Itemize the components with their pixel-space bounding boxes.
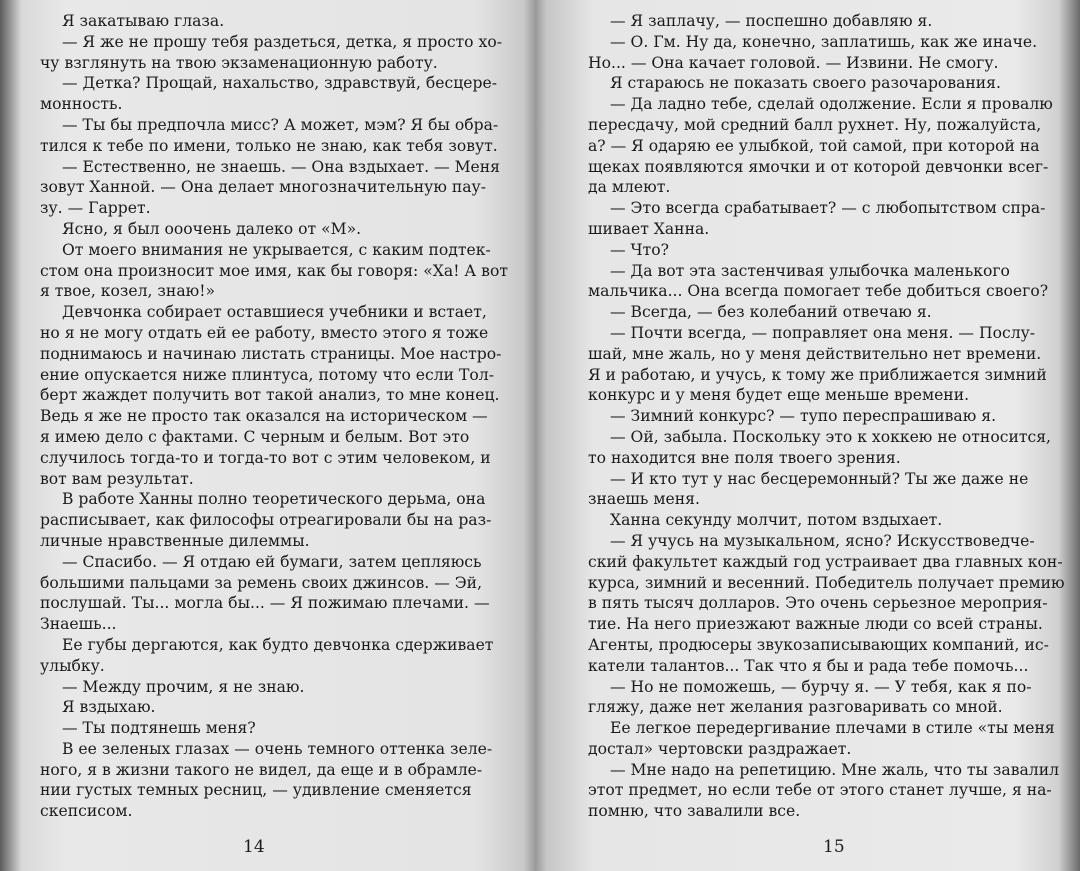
text-line: я имею дело с фактами. С черным и белым. Вот это — [40, 427, 470, 446]
text-line: а? — Я одаряю ее улыбкой, той самой, при которой на — [588, 136, 1040, 155]
right-page — [540, 0, 1080, 871]
text-line: Я закатываю глаза. — [62, 12, 225, 30]
text-line: — Ты подтянешь меня? — [62, 719, 256, 738]
text-line: зу. — Гаррет. — [40, 199, 151, 218]
text-line: Ханна секунду молчит, потом вздыхает. — [610, 511, 943, 530]
text-line: мальчика... Она всегда помогает тебе добиться своего? — [588, 282, 1049, 301]
text-line: — Мне надо на репетицию. Мне жаль, что ты завалил — [610, 760, 1059, 779]
text-line: — Детка? Прощай, нахальство, здравствуй, бесцере- — [62, 74, 498, 93]
text-line: но я не могу отдать ей ее работу, вместо этого я тоже — [40, 323, 489, 342]
text-line: да млеют. — [588, 178, 671, 197]
text-line: случилось тогда-то и тогда-то вот с этим человеком, и — [40, 448, 491, 467]
text-line: — Между прочим, я не знаю. — [62, 677, 305, 696]
right-page-text — [588, 11, 1078, 822]
text-line: — Что? — [610, 240, 669, 259]
text-line: В ее зеленых глазах — очень темного оттенка зеле- — [62, 739, 493, 758]
text-line: Ее губы дергаются, как будто девчонка сдерживает — [62, 635, 494, 654]
text-line: — Да вот эта застенчивая улыбочка маленького — [610, 261, 1010, 280]
text-line: конкурс и у меня будет еще меньше времени. — [588, 386, 970, 405]
text-line: вот вам результат. — [40, 469, 194, 488]
text-line: Но... — Она качает головой. — Извини. Не смогу. — [588, 53, 999, 72]
text-line: то находится вне поля твоего зрения. — [588, 448, 901, 467]
text-line: Девчонка собирает оставшиеся учебники и встает, — [62, 303, 487, 322]
text-line: — Я же не прошу тебя раздеться, детка, я просто хо- — [62, 32, 502, 51]
text-line: достал» чертовски раздражает. — [588, 739, 852, 758]
text-line: — О. Гм. Ну да, конечно, заплатишь, как же иначе. — [610, 32, 1038, 51]
page-number-right: 15 — [823, 837, 845, 857]
text-line: большими пальцами за ремень своих джинсов. — Эй, — [40, 573, 483, 592]
text-line: катели талантов... Так что я бы и рада тебе помочь... — [588, 656, 1029, 675]
text-line: — Спасибо. — Я отдаю ей бумаги, затем цепляюсь — [62, 552, 482, 571]
text-line: — И кто тут у нас бесцеремонный? Ты же даже не — [610, 469, 1029, 488]
text-line: — Это всегда срабатывает? — с любопытством спра- — [610, 199, 1046, 218]
text-line: В работе Ханны полно теоретического дерьма, она — [62, 490, 486, 509]
left-page — [0, 0, 530, 871]
text-line: — Естественно, не знаешь. — Она вздыхает. — Меня — [62, 157, 500, 176]
text-line: зовут Ханной. — Она делает многозначительную пау- — [40, 178, 486, 197]
text-line: берт жаждет получить вот такой анализ, то мне конец. — [40, 386, 500, 405]
text-line: гляжу, даже нет желания разговаривать со мной. — [588, 698, 1003, 717]
text-line: помню, что завалили все. — [588, 802, 801, 821]
text-line: тие. На него приезжают важные люди со всей страны. — [588, 615, 1043, 634]
text-line: послушай. Ты... могла бы... — Я пожимаю плечами. — — [40, 594, 490, 613]
text-line: пересдачу, мой средний балл рухнет. Ну, пожалуйста, — [588, 115, 1042, 134]
text-line: ский факультет каждый год устраивает два главных кон- — [588, 552, 1063, 571]
text-line: Я и работаю, и учусь, к тому же приближается зимний — [588, 365, 1047, 384]
text-line: знаешь меня. — [588, 490, 700, 509]
text-line: в пять тысяч долларов. Это очень серьезное мероприя- — [588, 594, 1048, 613]
text-line: этот предмет, но если тебе от этого станет лучше, я на- — [588, 781, 1052, 800]
text-line: я твое, козел, знаю!» — [40, 282, 215, 301]
text-line: — Ой, забыла. Поскольку это к хоккею не относится, — [610, 427, 1051, 446]
text-line: — Ты бы предпочла мисс? А может, мэм? Я бы обра- — [62, 115, 499, 134]
text-line: поднимаюсь и начинаю листать страницы. Мое настро- — [40, 344, 502, 363]
text-line: нии густых темных ресниц, — удивление сменяется — [40, 781, 472, 800]
text-line: — Почти всегда, — поправляет она меня. — Послу- — [610, 323, 1036, 342]
text-line: щеках появляются ямочки и от которой девчонки всег- — [588, 157, 1049, 176]
text-line: — Всегда, — без колебаний отвечаю я. — [610, 303, 932, 322]
text-line: монность. — [40, 95, 123, 114]
text-line: — Зимний конкурс? — тупо переспрашиваю я. — [610, 407, 997, 426]
text-line: Агенты, продюсеры звукозаписывающих компаний, ис- — [588, 635, 1049, 654]
text-line: чу взглянуть на твою экзаменационную работу. — [40, 53, 438, 72]
text-line: — Я учусь на музыкальном, ясно? Искусствоведче- — [610, 531, 1035, 550]
text-line: шай, мне жаль, но у меня действительно нет времени. — [588, 344, 1042, 363]
text-line: Я стараюсь не показать своего разочарования. — [610, 74, 1001, 93]
text-line: тился к тебе по имени, только не знаю, как тебя зовут. — [40, 136, 498, 155]
text-line: расписывает, как философы отреагировали бы на раз- — [40, 511, 492, 530]
text-line: — Да ладно тебе, сделай одолжение. Если я провалю — [610, 95, 1053, 114]
text-line: личные нравственные дилеммы. — [40, 531, 310, 550]
text-line: ного, я в жизни такого не видел, да еще и в обрамле- — [40, 760, 483, 779]
text-line: От моего внимания не укрывается, с каким подтек- — [62, 240, 491, 259]
text-line: улыбку. — [40, 656, 105, 675]
left-page-text — [40, 11, 510, 822]
text-line: ение опускается ниже плинтуса, потому что если Тол- — [40, 365, 494, 384]
text-line: скепсисом. — [40, 802, 133, 821]
text-line: Ведь я же не просто так оказался на историческом — — [40, 407, 488, 426]
text-line: Ее легкое передергивание плечами в стиле «ты меня — [610, 719, 1055, 738]
text-line: шивает Ханна. — [588, 219, 710, 238]
text-line: курса, зимний и весенний. Победитель получает премию — [588, 573, 1065, 592]
text-line: — Я заплачу, — поспешно добавляю я. — [610, 12, 933, 30]
text-line: Я вздыхаю. — [62, 698, 156, 717]
text-line: Знаешь... — [40, 615, 117, 634]
page-number-left: 14 — [243, 837, 265, 857]
text-line: стом она произносит мое имя, как бы говоря: «Ха! А вот — [40, 261, 508, 280]
text-line: Ясно, я был ооочень далеко от «М». — [62, 219, 362, 238]
text-line: — Но не поможешь, — бурчу я. — У тебя, как я по- — [610, 677, 1032, 696]
